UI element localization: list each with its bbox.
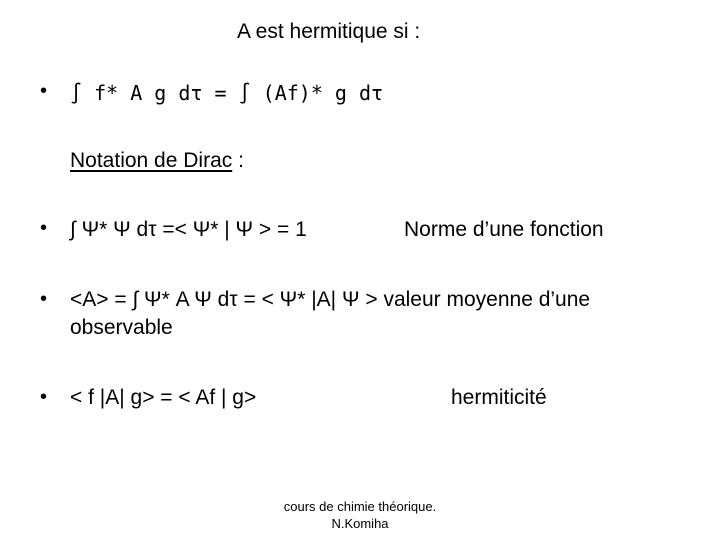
dirac-heading-colon: : xyxy=(232,149,244,172)
mean-value-equation: <A> = ∫ Ψ* A Ψ dτ = < Ψ* |A| Ψ > valeur moyenne d’une xyxy=(70,288,591,311)
bullet-3-marker: • xyxy=(40,288,48,310)
footer xyxy=(255,498,465,532)
slide-title: A est hermitique si : xyxy=(237,20,421,43)
hermiticity-equation: < f |A| g> = < Af | g> xyxy=(70,386,257,409)
norm-label: Norme d’une fonction xyxy=(404,218,604,241)
mean-value-continuation: observable xyxy=(70,316,173,339)
footer-author: N.Komiha xyxy=(331,516,389,531)
bullet-2-marker: • xyxy=(40,217,48,239)
hermitian-integral-equation: ∫ f* A g dτ = ∫ (Af)* g dτ xyxy=(70,81,384,105)
footer-course: cours de chimie théorique. xyxy=(283,499,437,514)
bullet-4-marker: • xyxy=(40,386,48,408)
bullet-1-marker: • xyxy=(40,80,48,102)
dirac-heading-text: Notation de Dirac xyxy=(70,149,233,172)
norm-equation: ∫ Ψ* Ψ dτ =< Ψ* | Ψ > = 1 xyxy=(70,218,307,241)
hermiticity-label: hermiticité xyxy=(451,386,547,409)
dirac-notation-heading xyxy=(70,149,244,173)
